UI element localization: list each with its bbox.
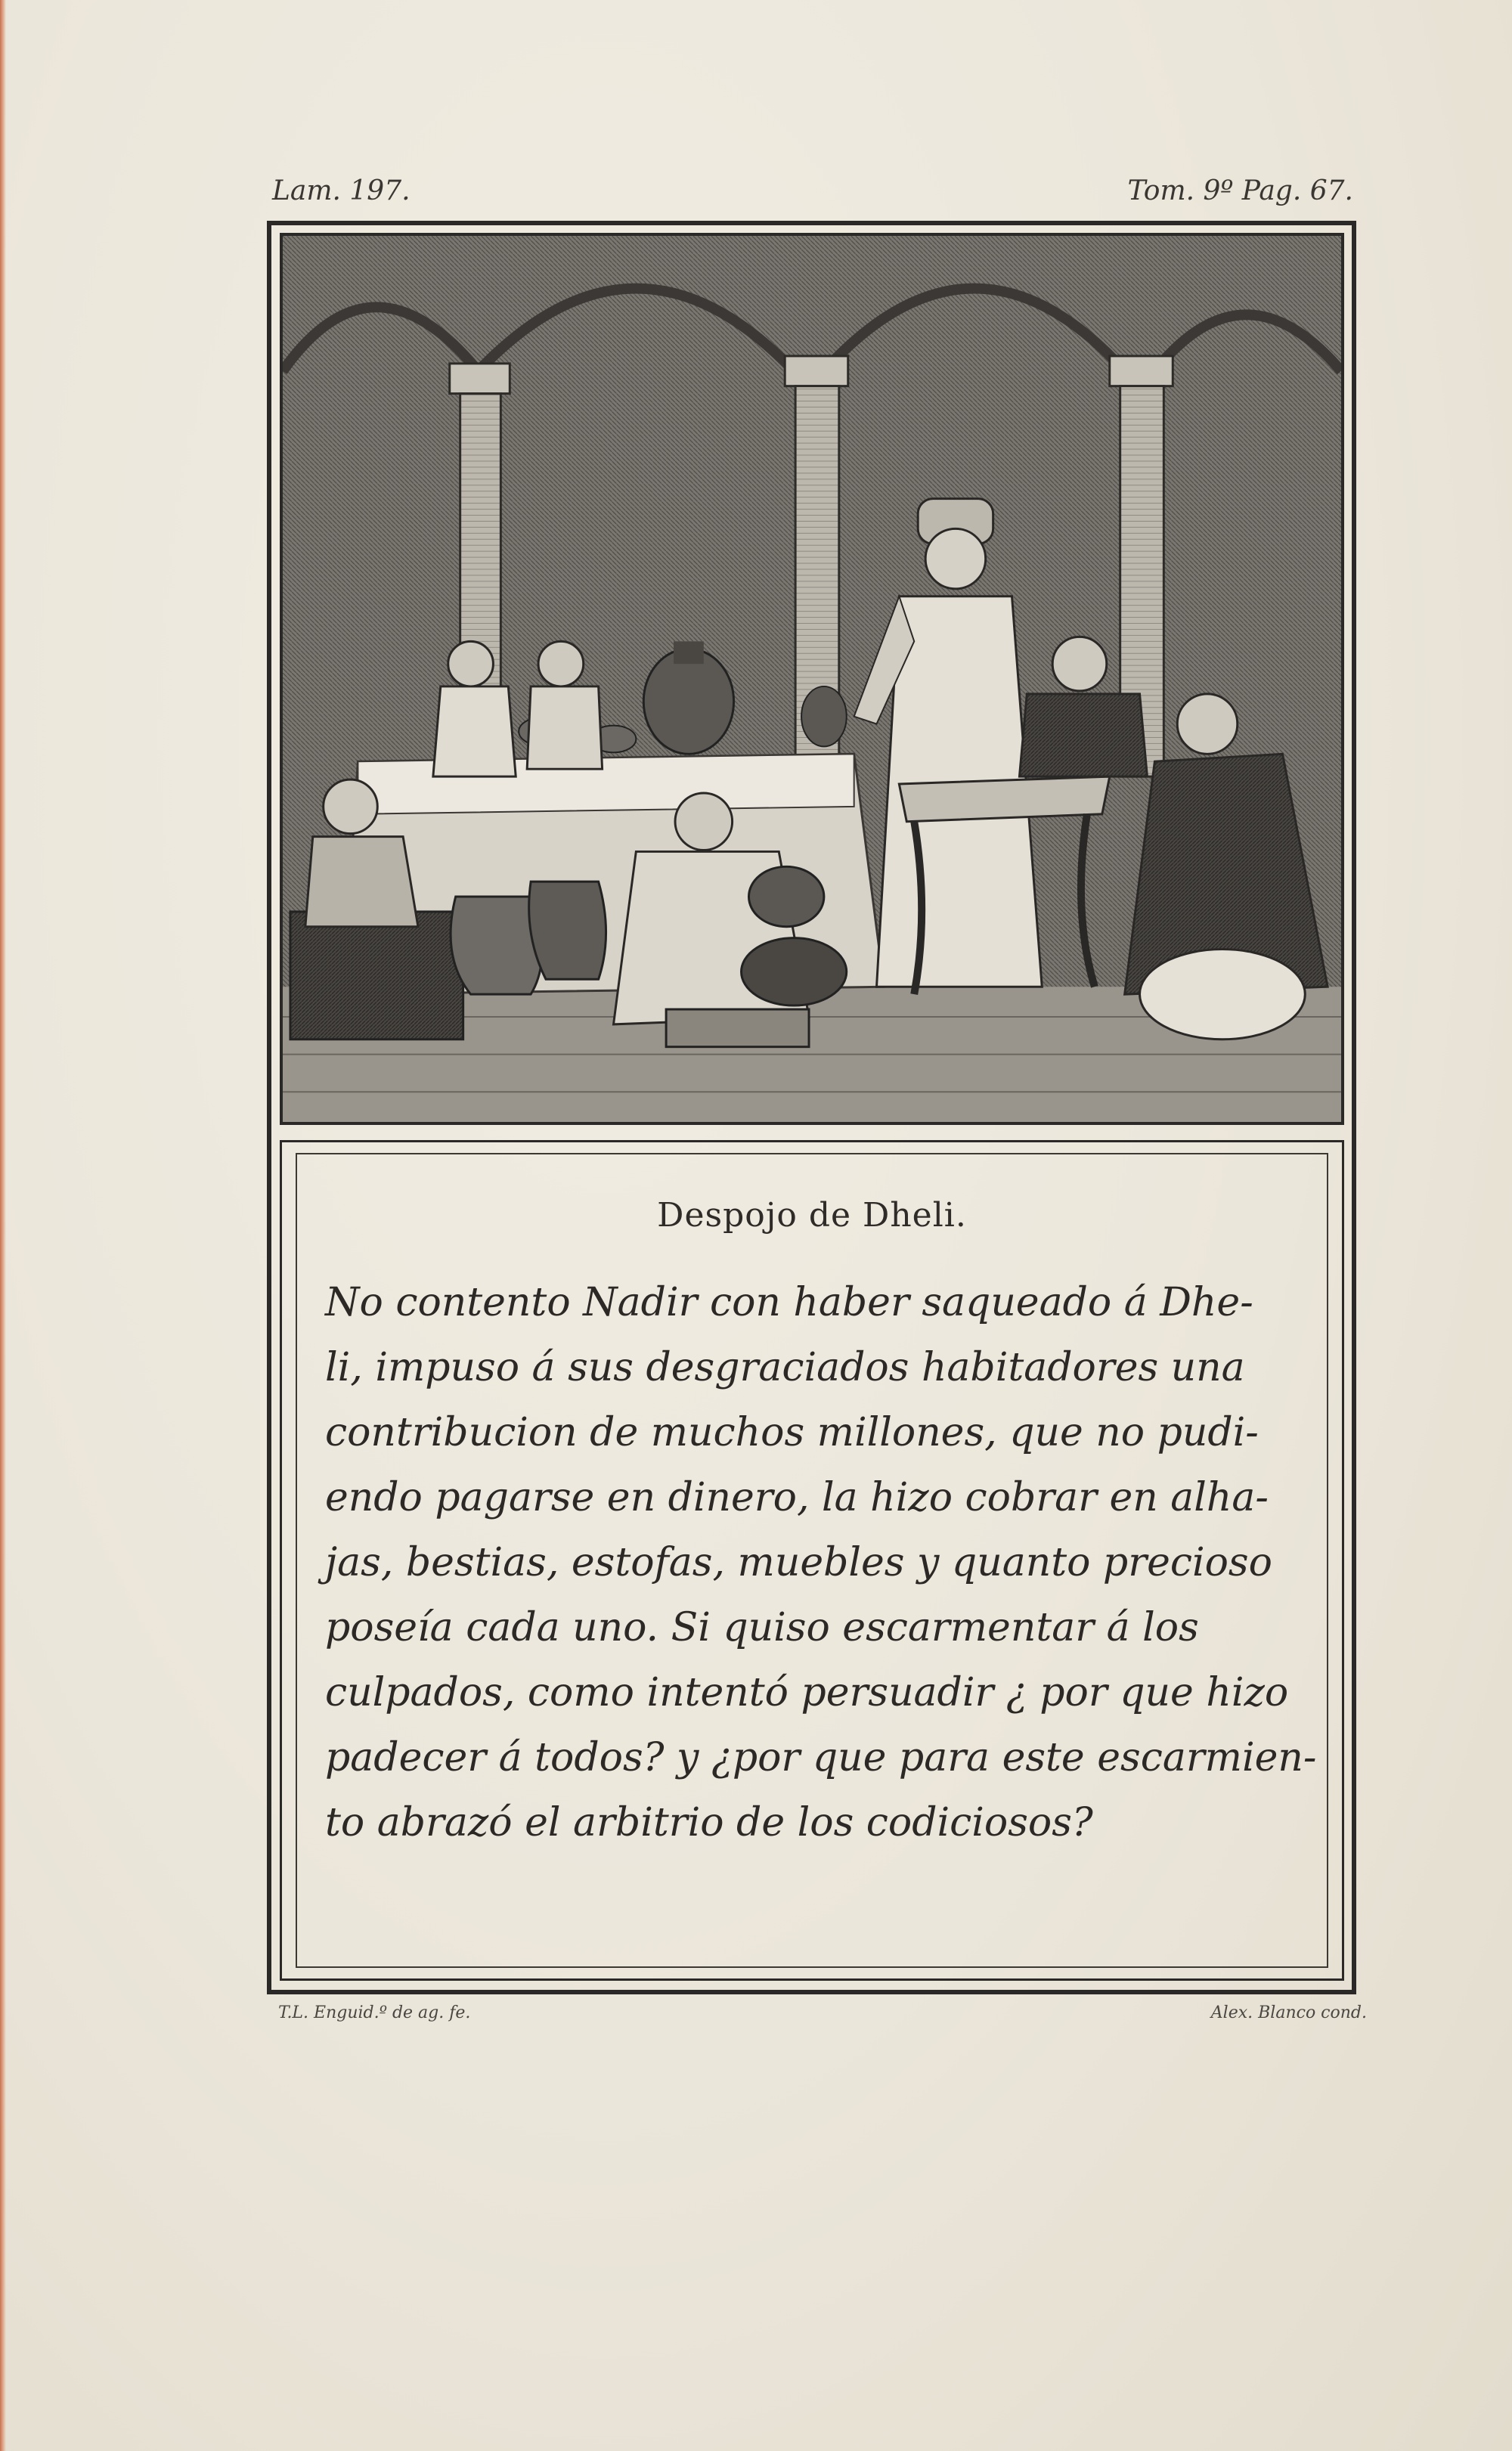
caption-title: Despojo de Dheli. [657, 1196, 967, 1235]
director-credit: Alex. Blanco cond. [1210, 2003, 1367, 2022]
caption-line: padecer á todos? y ¿por que para este escarmien- [325, 1735, 1317, 1780]
caption-line: endo pagarse en dinero, la hizo cobrar en alha- [325, 1475, 1269, 1520]
caption-line: poseía cada uno. Si quiso escarmentar á los [325, 1605, 1199, 1650]
caption-line: li, impuso á sus desgraciados habitadores una [325, 1345, 1245, 1390]
engraver-credit: T.L. Enguid.º de ag. fe. [278, 2003, 471, 2022]
caption-line: jas, bestias, estofas, muebles y quanto precioso [325, 1540, 1272, 1585]
caption-body [325, 1270, 1323, 1855]
caption-line: to abrazó el arbitrio de los codiciosos? [325, 1800, 1093, 1845]
plate-credits [278, 2003, 1367, 2034]
plate-number: Lam. 197. [272, 175, 411, 206]
plate-header [272, 175, 1353, 221]
paper-edge-stain [0, 0, 6, 2451]
caption-line: culpados, como intentó persuadir ¿ por que hizo [325, 1670, 1289, 1715]
volume-page-reference: Tom. 9º Pag. 67. [1127, 175, 1353, 206]
caption-line: No contento Nadir con haber saqueado á Dhe- [325, 1280, 1253, 1325]
engraving-scene-graphic [283, 236, 1341, 1122]
caption-line: contribucion de muchos millones, que no pudi- [325, 1410, 1259, 1455]
engraving-illustration [280, 233, 1344, 1125]
